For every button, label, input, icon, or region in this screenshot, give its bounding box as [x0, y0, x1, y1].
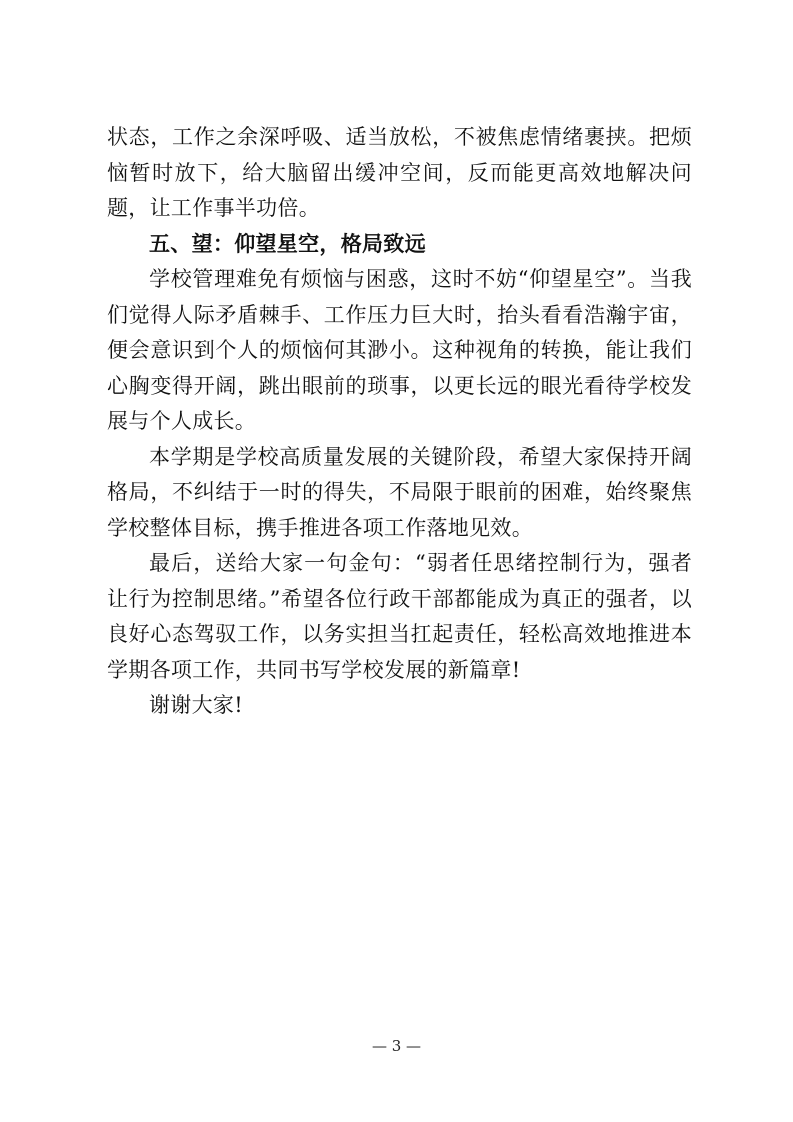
document-body [107, 120, 692, 724]
page-number: — 3 — [371, 1037, 422, 1055]
paragraph-closing-quote: 最后，送给大家一句金句：“弱者任思绪控制行为，强者让行为控制思绪。”希望各位行政干部都能成为真正的强者，以良好心态驾驭工作，以务实担当扛起责任，轻松高效地推进本学期各项工作，共同书写学校发展的新篇章! [107, 551, 692, 682]
paragraph-stargazing: 学校管理难免有烦恼与困惑，这时不妨“仰望星空”。当我们觉得人际矛盾棘手、工作压力巨大时，抬头看看浩瀚宇宙，便会意识到个人的烦恼何其渺小。这种视角的转换，能让我们心胸变得开阔，跳出眼前的琐事，以更长远的眼光看待学校发展与个人成长。 [107, 267, 692, 433]
paragraph-thanks: 谢谢大家! [149, 693, 243, 717]
paragraph-continued: 状态，工作之余深呼吸、适当放松，不被焦虑情绪裹挟。把烦恼暂时放下，给大脑留出缓冲空间，反而能更高效地解决问题，让工作事半功倍。 [107, 125, 692, 220]
section-heading: 五、望：仰望星空，格局致远 [149, 231, 426, 256]
paragraph-semester: 本学期是学校高质量发展的关键阶段，希望大家保持开阔格局，不纠结于一时的得失，不局限于眼前的困难，始终聚焦学校整体目标，携手推进各项工作落地见效。 [107, 444, 692, 540]
